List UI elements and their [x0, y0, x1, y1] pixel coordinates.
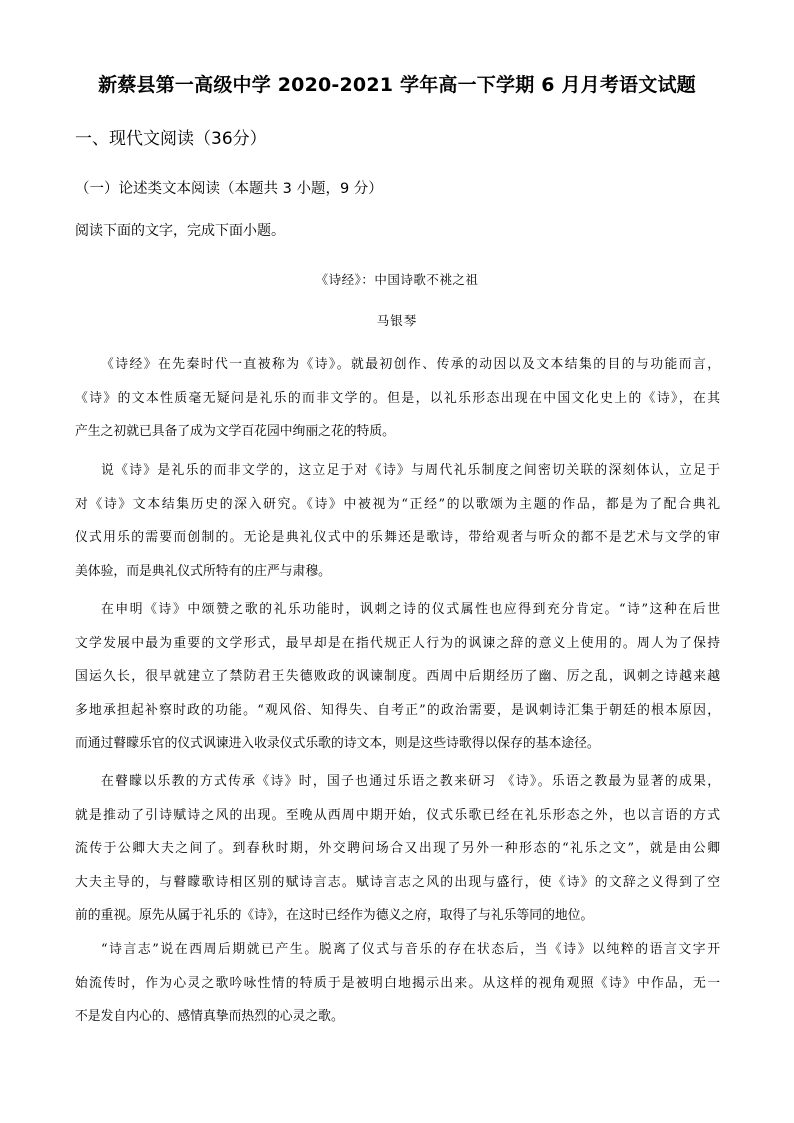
paragraph-line: 不是发自内心的、感情真挚而热烈的心灵之歌。: [75, 1009, 344, 1024]
section-heading: 一、现代文阅读（36分）: [75, 129, 267, 149]
paragraph-line: 说《诗》是礼乐的而非文学的，这立足于对《诗》与周代礼乐制度之间密切关联的深刻体认，立足于: [101, 463, 720, 478]
paragraph-line: 《诗》的文本性质毫无疑问是礼乐的而非文学的。但是，以礼乐形态出现在中国文化史上的《诗》，在其: [75, 390, 720, 406]
paragraph-line: 文学发展中最为重要的文学形式，最早却是在指代规正人行为的讽谏之辞的意义上使用的。周人为了保持: [75, 635, 720, 651]
article-paragraph-4: [75, 772, 720, 940]
article-paragraph-5: [75, 940, 720, 1041]
article-title: 《诗经》：中国诗歌不祧之祖: [315, 272, 479, 287]
paragraph-line: 在申明《诗》中颂赞之歌的礼乐功能时，讽刺之诗的仪式属性也应得到充分肯定。“诗”这种在后世: [101, 602, 720, 617]
exam-title: 新蔡县第一高级中学 2020-2021 学年高一下学期 6 月月考语文试题: [98, 74, 696, 96]
article-paragraph-3: [75, 600, 720, 768]
paragraph-line: 对《诗》文本结集历史的深入研究。《诗》中被视为“正经”的以歌颂为主题的作品，都是为了配合典礼: [75, 496, 720, 512]
paragraph-line: 仪式用乐的需要而创制的。无论是典礼仪式中的乐舞还是歌诗，带给观者与听众的都不是艺术与文学的审: [75, 530, 720, 545]
paragraph-line: 国运久长，很早就建立了禁防君王失德败政的讽谏制度。西周中后期经历了幽、厉之乱，讽刺之诗越来越: [75, 669, 720, 684]
article-author: 马银琴: [376, 313, 418, 328]
paragraph-line: 《诗经》在先秦时代一直被称为《诗》。就最初创作、传承的动因以及文本结集的目的与功能而言，: [101, 357, 720, 372]
paragraph-line: 而通过瞽矇乐官的仪式讽谏进入收录仪式乐歌的诗文本，则是这些诗歌得以保存的基本途径。: [75, 736, 600, 751]
subsection-heading: （一）论述类文本阅读（本题共 3 小题，9 分）: [75, 181, 383, 197]
paragraph-line: 多地承担起补察时政的功能。“观风俗、知得失、自考正”的政治需要，是讽刺诗汇集于朝廷的根本原因，: [75, 702, 720, 718]
paragraph-line: 就是推动了引诗赋诗之风的出现。至晚从西周中期开始，仪式乐歌已经在礼乐形态之外，也以言语的方式: [75, 807, 720, 823]
article-paragraph-2: [75, 461, 720, 595]
reading-instruction: 阅读下面的文字，完成下面小题。: [75, 223, 285, 239]
paragraph-line: “诗言志”说在西周后期就已产生。脱离了仪式与音乐的存在状态后，当《诗》以纯粹的语言文字开: [101, 942, 720, 957]
paragraph-line: 始流传时，作为心灵之歌吟咏性情的特质于是被明白地揭示出来。从这样的视角观照《诗》中作品，无一: [75, 975, 720, 991]
paragraph-line: 前的重视。原先从属于礼乐的《诗》，在这时已经作为德义之府，取得了与礼乐等同的地位。: [75, 908, 594, 923]
paragraph-line: 美体验，而是典礼仪式所特有的庄严与肃穆。: [75, 563, 331, 579]
paragraph-line: 大夫主导的，与瞽矇歌诗相区别的赋诗言志。赋诗言志之风的出现与盛行，使《诗》的文辞之义得到了空: [75, 874, 720, 890]
paragraph-line: 流传于公卿大夫之间了。到春秋时期，外交聘问场合又出现了另外一种形态的“礼乐之文”，就是由公卿: [75, 841, 720, 856]
article-paragraph-1: [75, 355, 720, 456]
paragraph-line: 产生之初就已具备了成为文学百花园中绚丽之花的特质。: [75, 424, 395, 439]
paragraph-line: 在瞽矇以乐教的方式传承《诗》时，国子也通过乐语之教来研习 《诗》。乐语之教最为显著的成果，: [101, 774, 720, 789]
